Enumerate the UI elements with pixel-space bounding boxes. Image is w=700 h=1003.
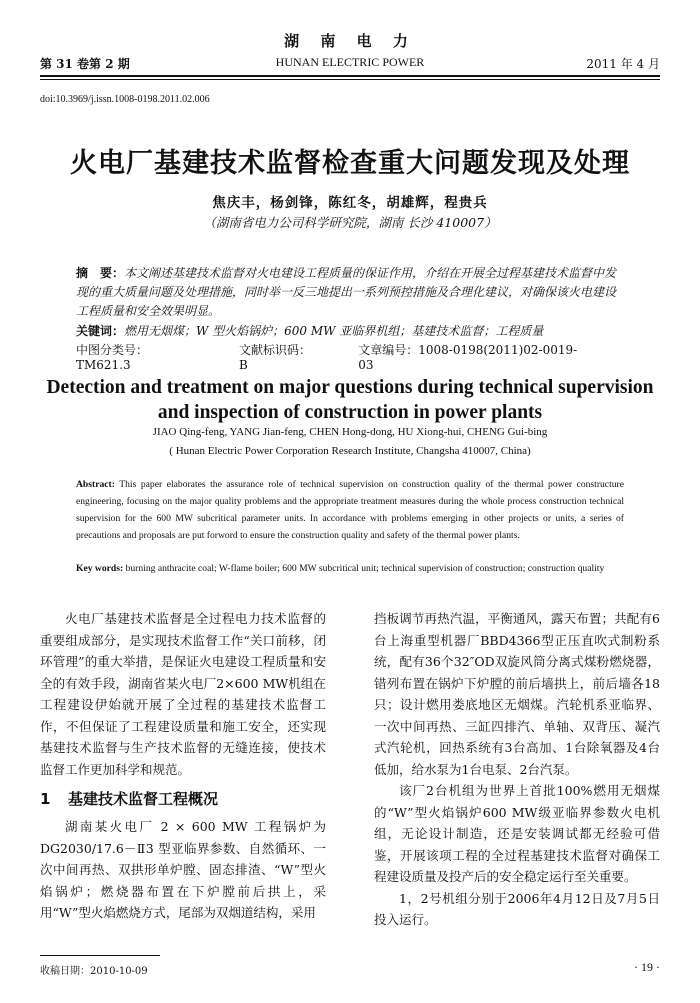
paper-title-en: Detection and treatment on major questions during technical supervision and inspection of construction in power plants [46,377,654,423]
keywords-cn-label: 关键词： [76,324,125,338]
abstract-cn-label: 摘 要： [76,266,125,280]
body-column-right [374,608,660,931]
classification-line [76,341,624,372]
abstract-en-label: Abstract: [76,479,115,490]
abstract-cn-text: 本文阐述基建技术监督对火电建设工程质量的保证作用，介绍在开展全过程基建技术监督中发现的重大质量问题及处理措施，同时举一反三地提出一系列预控措施及合理化建议，对确保该火电建设工程质量和安全效果明显。 [76,266,617,318]
body-paragraph: 挡板调节再热汽温，平衡通风，露天布置；共配有6台上海重型机器厂BBD4366型正压直吹式制粉系统，配有36个32″OD双旋风筒分离式煤粉燃烧器，错列布置在锅炉下炉膛的前后墙拱上，前后墙各18只；设计燃用娄底地区无烟煤。汽轮机系亚临界、一次中间再热、三缸四排汽、单轴、双背压、凝汽式汽轮机，回热系统有3台高加、1台除氧器及4台低加，给水泵为1台电泵、2台汽泵。 [374,611,660,777]
page-number: · 19 · [634,960,660,974]
keywords-en-text: burning anthracite coal; W-flame boiler; 600 MW subcritical unit; technical supervision of construction; construction quality [123,563,605,574]
section-heading [40,787,326,811]
keywords-en-label: Key words: [76,563,124,574]
journal-name-en: HUNAN ELECTRIC POWER [275,55,425,69]
section-title: 基建技术监督工程概况 [68,790,219,808]
issue-date: 2011 年 4 月 [586,57,660,71]
abstract-en [76,476,624,544]
body-paragraph: 1，2号机组分别于2006年4月12日及7月5日投入运行。 [374,890,660,927]
authors-cn: 焦庆丰，杨剑锋，陈红冬，胡雄辉，程贵兵 [212,195,488,211]
keywords-cn [76,322,624,339]
document-code: 文献标识码：B [239,343,312,372]
footnote-rule [40,955,160,956]
received-date-footnote: 收稿日期：2010-10-09 [40,966,148,977]
header-rule-thick [40,75,660,77]
volume-issue: 第 31 卷第 2 期 [40,57,130,71]
journal-name-cn: 湖 南 电 力 [284,32,416,50]
body-column-left [40,608,326,924]
section-number: 1 [40,790,51,808]
affiliation-cn: （湖南省电力公司科学研究院，湖南 长沙 410007） [203,215,497,230]
doi: doi:10.3969/j.issn.1008-0198.2011.02.006 [40,94,210,105]
keywords-en [76,560,624,577]
body-paragraph: 该厂2台机组为世界上首批100%燃用无烟煤的“W”型火焰锅炉600 MW级亚临界参数火电机组，无论设计制造，还是安装调试都无经验可借鉴，开展该项工程的全过程基建技术监督对确保工程建设质量及投产后的安全稳定运行至关重要。 [374,783,660,884]
authors-en: JIAO Qing-feng, YANG Jian-feng, CHEN Hong-dong, HU Xiong-hui, CHENG Gui-bing [152,426,548,438]
keywords-cn-text: 燃用无烟煤；W 型火焰锅炉；600 MW 亚临界机组；基建技术监督；工程质量 [124,324,544,338]
body-paragraph: 湖南某火电厂 2 × 600 MW 工程锅炉为 DG2030/17.6－Ⅱ3 型亚临界参数、自然循环、一次中间再热、双拱形单炉膛、固态排渣、“W”型火焰锅炉；燃烧器布置在下炉膛前后拱上，采用“W”型火焰燃烧方式，尾部为双烟道结构，采用 [40,819,326,920]
paper-title-cn: 火电厂基建技术监督检查重大问题发现及处理 [70,148,630,179]
abstract-cn [76,264,624,321]
article-number: 文章编号：1008-0198(2011)02-0019-03 [358,343,578,372]
clc-number: 中图分类号：TM621.3 [76,343,149,372]
header-rule-thin [40,79,660,80]
abstract-en-text: This paper elaborates the assurance role of technical supervision on construction quality of the thermal power constructure engineering, focusing on the major quality problems and the appropriate treatment measures during the whole process construction technical supervision for the 600 MW subcritical parameter units. In accordance with problems emerging in other projects or units, a series of precautions and proposals are put forword to ensure the construction quality and safety of the thermal power plants. [76,479,624,541]
running-header [40,30,660,80]
affiliation-en: ( Hunan Electric Power Corporation Research Institute, Changsha 410007, China) [169,445,531,457]
body-paragraph: 火电厂基建技术监督是全过程电力技术监督的重要组成部分，是实现技术监督工作“关口前移，闭环管理”的重大举措，是保证火电建设工程质量和安全的有效手段，湖南省某火电厂2×600 MW机组在工程建设伊始就开展了全过程的基建技术监督工作，不但保证了工程建设质量和施工安全，还实现基建技术监督与生产技术监督的无缝连接，使技术监督工作更加科学和规范。 [40,611,326,777]
